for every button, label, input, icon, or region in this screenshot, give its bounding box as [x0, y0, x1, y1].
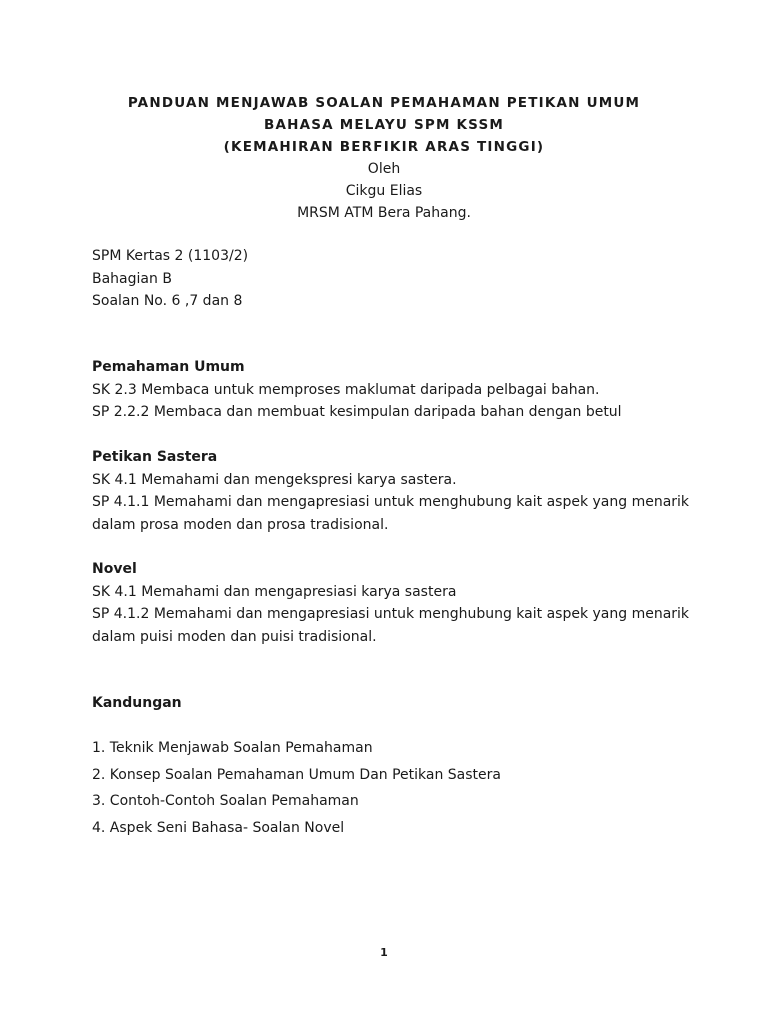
author-by: Oleh — [367, 161, 401, 177]
contents-heading-block — [92, 692, 692, 715]
page-number: 1 — [380, 946, 388, 959]
section-heading: Petikan Sastera — [92, 449, 218, 465]
section-line: SP 2.2.2 Membaca dan membuat kesimpulan daripada bahan dengan betul — [92, 404, 622, 420]
paper-info-line: SPM Kertas 2 (1103/2) — [92, 248, 249, 264]
author-name: Cikgu Elias — [345, 183, 423, 199]
section-line: SP 4.1.1 Memahami dan mengapresiasi untuk menghubung kait aspek yang menarik — [92, 494, 690, 510]
section-line: SP 4.1.2 Memahami dan mengapresiasi untuk menghubung kait aspek yang menarik — [92, 606, 690, 622]
section-petikan-sastera — [92, 446, 692, 536]
section-line: SK 2.3 Membaca untuk memproses maklumat daripada pelbagai bahan. — [92, 381, 600, 398]
contents-item: 4. Aspek Seni Bahasa- Soalan Novel — [92, 819, 345, 836]
title-line-1: PANDUAN MENJAWAB SOALAN PEMAHAMAN PETIKAN UMUM — [127, 95, 641, 111]
contents-item: 1. Teknik Menjawab Soalan Pemahaman — [92, 740, 373, 756]
section-pemahaman-umum — [92, 356, 692, 424]
title-line-3: (KEMAHIRAN BERFIKIR ARAS TINGGI) — [223, 139, 545, 155]
section-heading: Novel — [92, 561, 137, 577]
paper-info — [92, 245, 692, 313]
contents-item: 3. Contoh-Contoh Soalan Pemahaman — [92, 793, 359, 809]
section-heading: Pemahaman Umum — [92, 359, 245, 375]
section-line: SK 4.1 Memahami dan mengekspresi karya sastera. — [92, 471, 457, 488]
title-block — [0, 92, 768, 224]
section-line: dalam prosa moden dan prosa tradisional. — [92, 516, 389, 533]
contents-heading: Kandungan — [92, 695, 182, 711]
author-school: MRSM ATM Bera Pahang. — [297, 205, 471, 221]
paper-info-line: Bahagian B — [92, 270, 172, 287]
contents-list — [92, 735, 692, 841]
paper-info-line: Soalan No. 6 ,7 dan 8 — [92, 293, 243, 309]
section-line: SK 4.1 Memahami dan mengapresiasi karya sastera — [92, 583, 457, 600]
section-novel — [92, 558, 692, 648]
contents-item: 2. Konsep Soalan Pemahaman Umum Dan Petikan Sastera — [92, 766, 501, 783]
title-line-2: BAHASA MELAYU SPM KSSM — [263, 117, 505, 133]
section-line: dalam puisi moden dan puisi tradisional. — [92, 628, 377, 645]
